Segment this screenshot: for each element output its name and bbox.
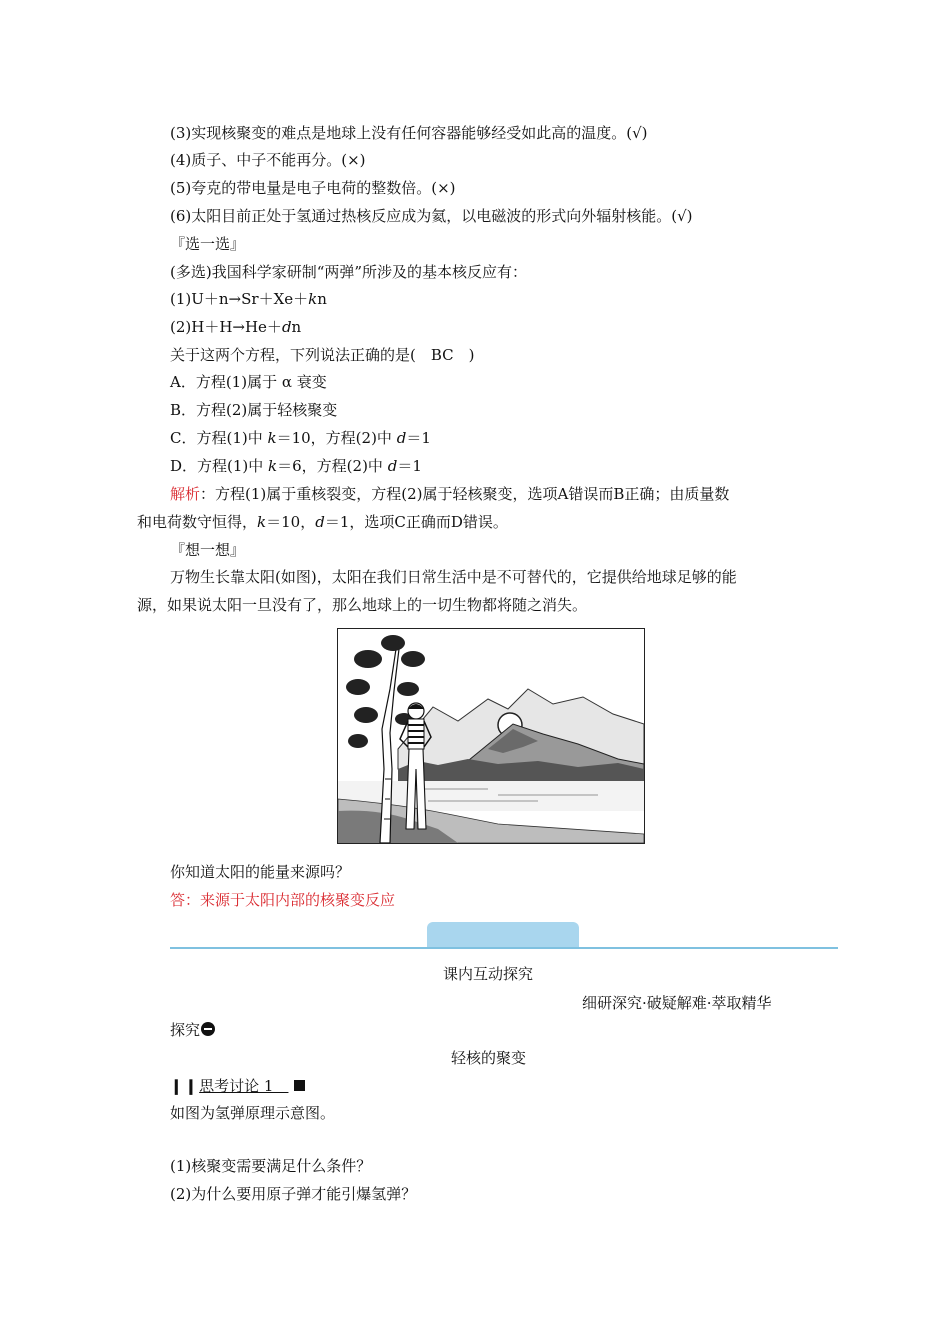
option-c-k: k bbox=[267, 429, 277, 447]
option-c-text-1: C．方程(1)中 bbox=[170, 429, 268, 447]
option-a: A．方程(1)属于 α 衰变 bbox=[170, 373, 327, 391]
think-question: 你知道太阳的能量来源吗？ bbox=[170, 863, 351, 881]
number-one-circle-icon bbox=[201, 1022, 215, 1036]
option-b: B．方程(2)属于轻核聚变 bbox=[170, 401, 338, 419]
option-d-text-2: ＝6，方程(2)中 bbox=[277, 457, 388, 475]
equation-2-prefix: (2)H＋H→He＋ bbox=[170, 318, 282, 336]
discussion-q2: (2)为什么要用原子弹才能引爆氢弹？ bbox=[170, 1185, 417, 1203]
analysis-text-2c: ＝1，选项C正确而D错误。 bbox=[324, 513, 508, 531]
analysis-line-1 bbox=[170, 484, 729, 504]
explore-heading bbox=[170, 1020, 215, 1040]
explore-label: 探究 bbox=[170, 1021, 201, 1039]
equation-2-var: d bbox=[281, 318, 292, 336]
analysis-text-2b: ＝10， bbox=[266, 513, 316, 531]
analysis-text-2a: 和电荷数守恒得， bbox=[137, 513, 258, 531]
section-band-tab bbox=[427, 922, 579, 948]
equation-1-prefix: (1)U＋n→Sr＋Xe＋ bbox=[170, 290, 309, 308]
discussion-heading bbox=[170, 1076, 305, 1096]
discussion-bars-icon: ❙❙ bbox=[170, 1077, 200, 1095]
equation-2 bbox=[170, 317, 301, 337]
section-title: 课内互动探究 bbox=[443, 965, 534, 983]
option-c-d: d bbox=[396, 429, 407, 447]
answer-text: ：来源于太阳内部的核聚变反应 bbox=[185, 891, 396, 909]
judgment-5: (5)夸克的带电量是电子电荷的整数倍。(×) bbox=[170, 179, 456, 197]
equation-1 bbox=[170, 289, 327, 309]
sun-landscape-illustration bbox=[337, 628, 645, 844]
option-d-text-1: D．方程(1)中 bbox=[170, 457, 269, 475]
discussion-q1: (1)核聚变需要满足什么条件？ bbox=[170, 1157, 372, 1175]
choose-heading: 『选一选』 bbox=[170, 235, 246, 253]
discussion-intro: 如图为氢弹原理示意图。 bbox=[170, 1104, 336, 1122]
think-answer bbox=[170, 890, 395, 910]
discussion-label: 思考讨论 1 bbox=[199, 1077, 289, 1095]
option-d bbox=[170, 456, 422, 476]
analysis-d: d bbox=[315, 513, 325, 531]
think-heading: 『想一想』 bbox=[170, 541, 246, 559]
option-c bbox=[170, 428, 431, 448]
equation-1-suffix: n bbox=[317, 290, 327, 308]
square-icon bbox=[294, 1080, 305, 1091]
option-d-text-3: ＝1 bbox=[397, 457, 422, 475]
analysis-line-2 bbox=[137, 512, 508, 532]
analysis-k: k bbox=[257, 513, 267, 531]
equation-2-suffix: n bbox=[291, 318, 302, 336]
section-subtitle: 细研深究·破疑解难·萃取精华 bbox=[582, 994, 772, 1012]
option-c-text-3: ＝1 bbox=[406, 429, 431, 447]
choose-stem: (多选)我国科学家研制“两弹”所涉及的基本核反应有： bbox=[170, 263, 528, 281]
analysis-text-1: ：方程(1)属于重核裂变，方程(2)属于轻核聚变，选项A错误而B正确；由质量数 bbox=[200, 485, 730, 503]
section-band-line bbox=[170, 947, 838, 949]
topic-title: 轻核的聚变 bbox=[451, 1049, 527, 1067]
judgment-4: (4)质子、中子不能再分。(×) bbox=[170, 151, 366, 169]
think-para-line-2: 源，如果说太阳一旦没有了，那么地球上的一切生物都将随之消失。 bbox=[137, 596, 588, 614]
sun-landscape-drawing bbox=[338, 629, 644, 843]
judgment-6: (6)太阳目前正处于氢通过热核反应成为氦，以电磁波的形式向外辐射核能。(√) bbox=[170, 207, 693, 225]
option-c-text-2: ＝10，方程(2)中 bbox=[276, 429, 397, 447]
equation-1-var: k bbox=[308, 290, 318, 308]
option-d-d: d bbox=[387, 457, 398, 475]
judgment-3: (3)实现核聚变的难点是地球上没有任何容器能够经受如此高的温度。(√) bbox=[170, 124, 648, 142]
choose-question: 关于这两个方程，下列说法正确的是( BC ) bbox=[170, 346, 475, 364]
option-d-k: k bbox=[268, 457, 278, 475]
think-para-line-1: 万物生长靠太阳(如图)，太阳在我们日常生活中是不可替代的，它提供给地球足够的能 bbox=[170, 568, 737, 586]
answer-label: 答 bbox=[170, 891, 186, 909]
analysis-label: 解析 bbox=[170, 485, 201, 503]
